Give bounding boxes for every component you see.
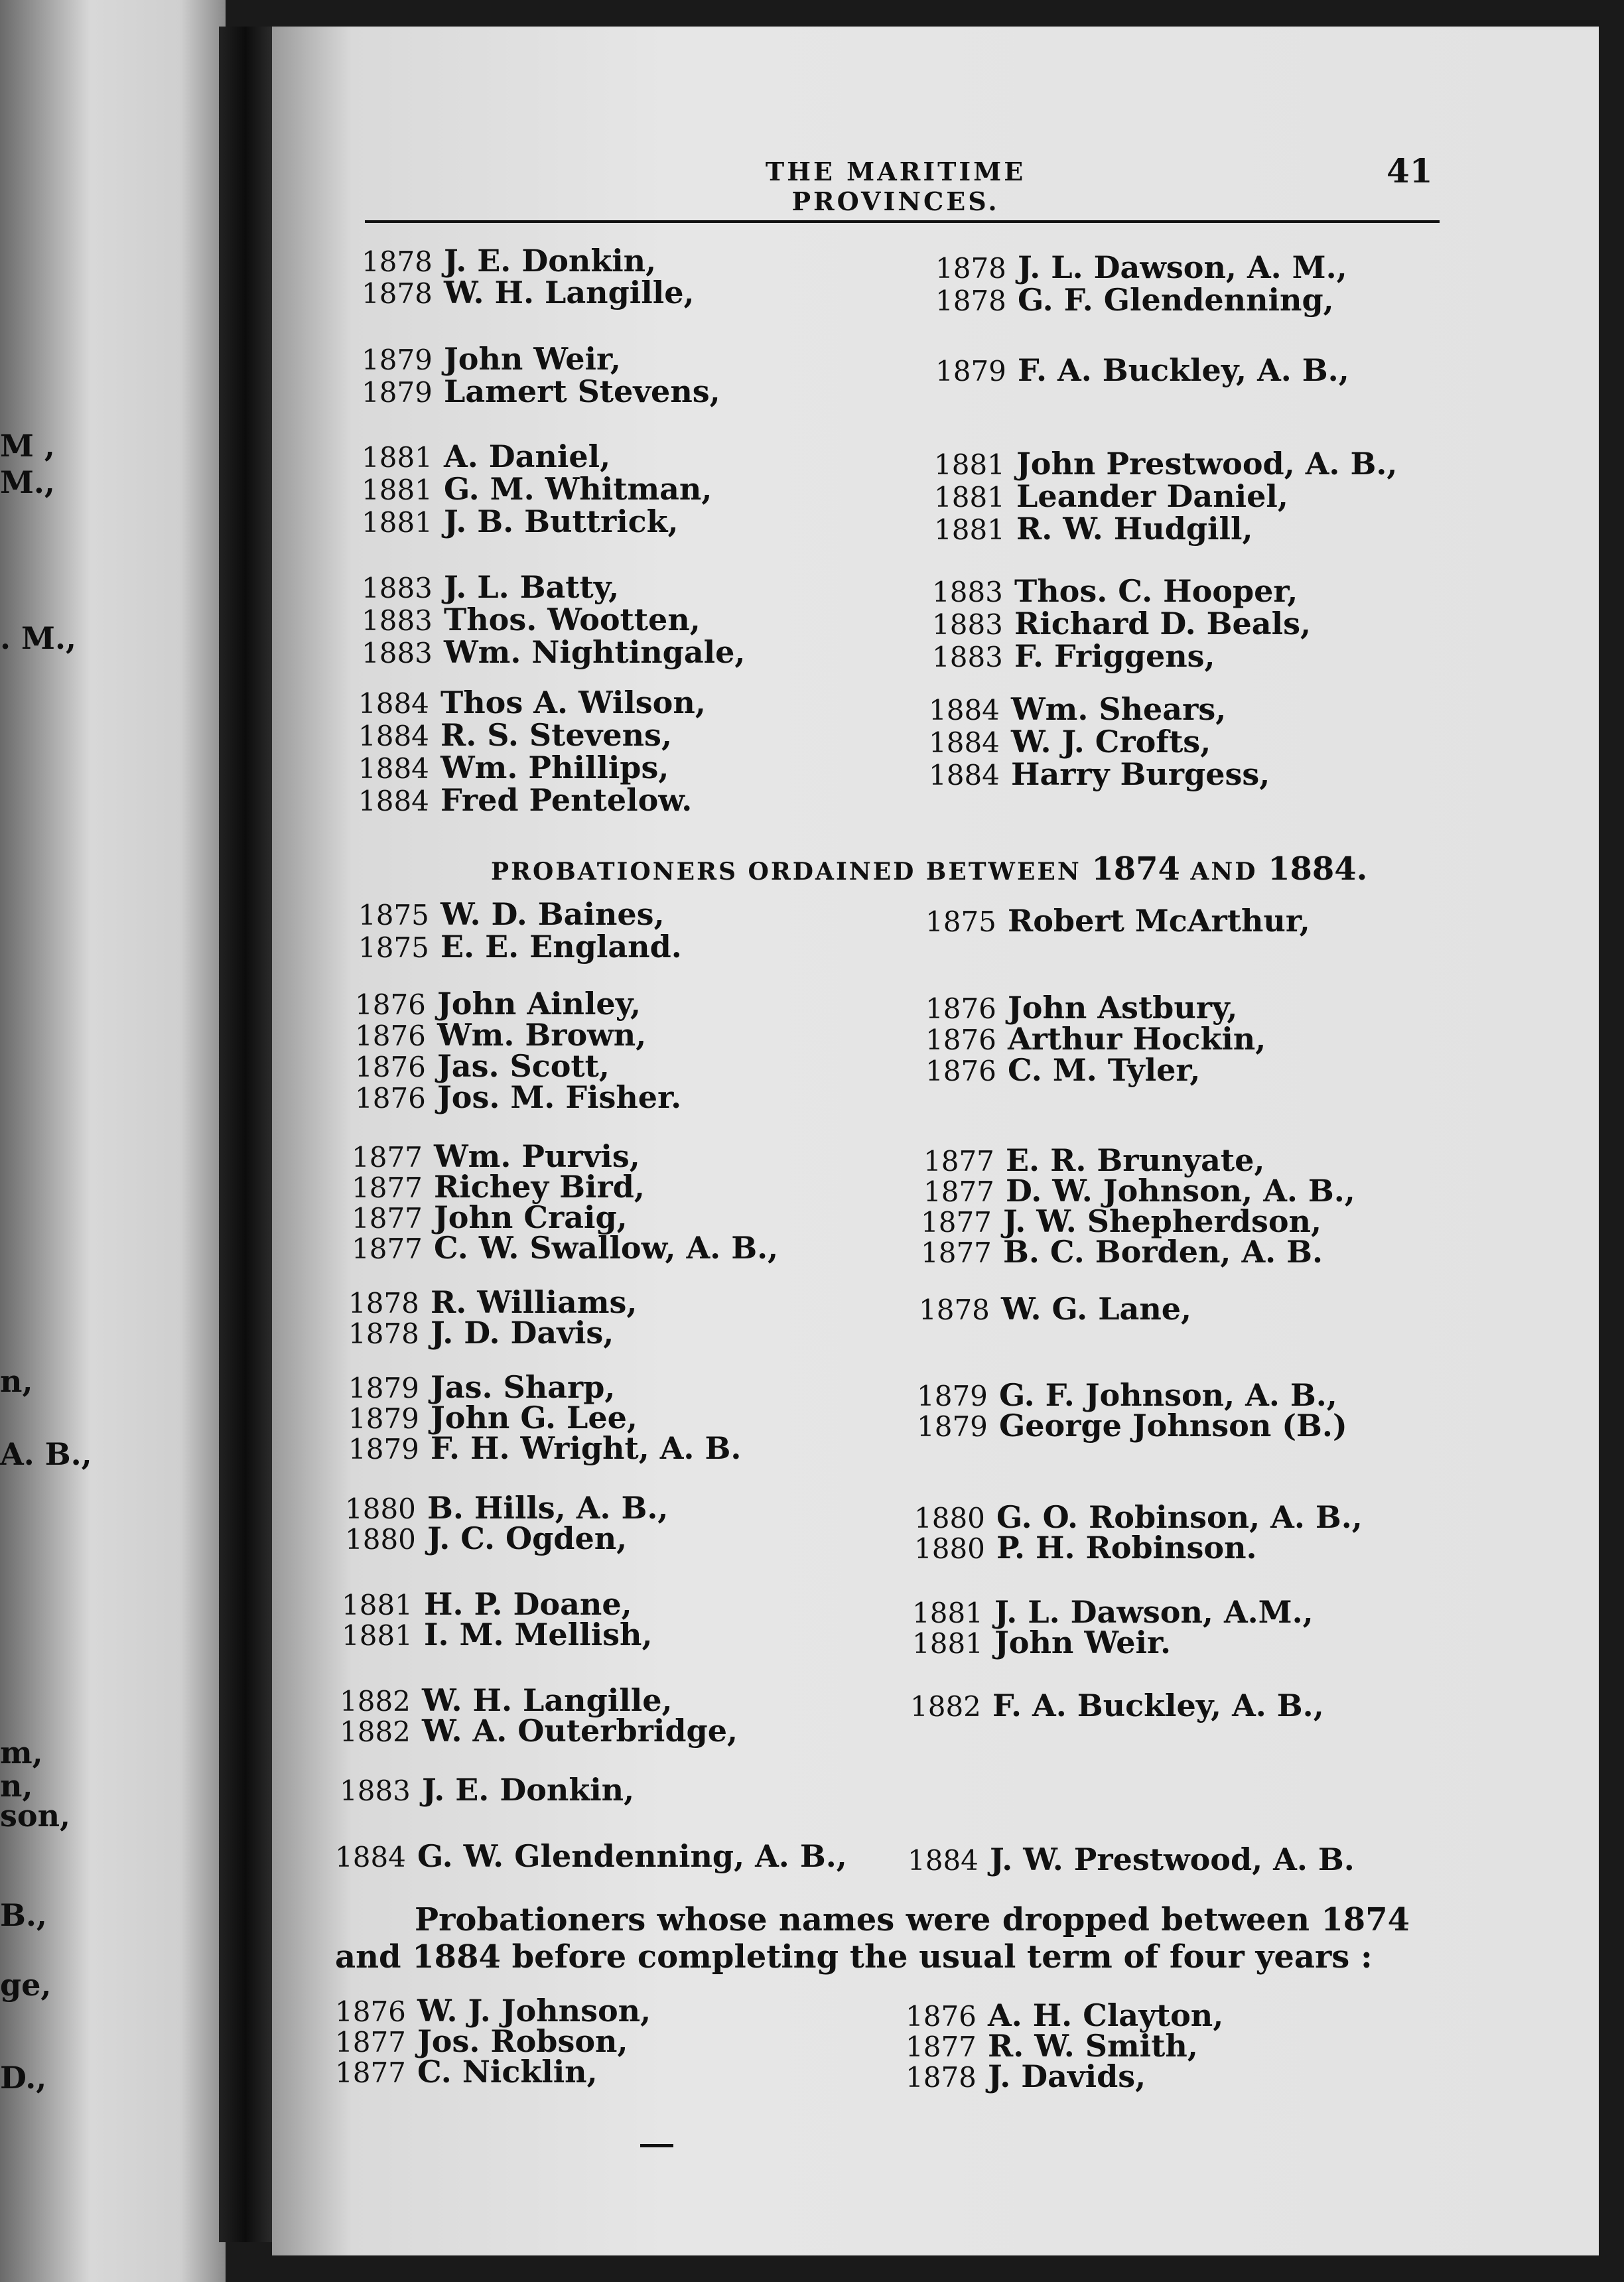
entry-year: 1884 [908,1844,979,1877]
entry-year: 1877 [923,1175,994,1208]
entry-name: G. W. Glendenning, A. B., [417,1838,847,1874]
list-entry [348,1369,616,1405]
entry-name: J. L. Dawson, A. M., [1018,249,1347,285]
entry-name: A. H. Clayton, [988,1997,1224,2033]
entry-name: Fred Pentelow. [440,782,693,818]
list-entry [362,634,746,670]
list-entry [923,1142,1265,1178]
entry-name: J. W. Prestwood, A. B. [990,1842,1355,1877]
entry-year: 1880 [914,1502,985,1534]
entry-name: H. P. Doane, [424,1586,632,1622]
entry-name: George Johnson (B.) [999,1408,1347,1443]
list-entry [340,1772,635,1808]
list-entry [906,1997,1224,2033]
entry-name: Wm. Shears, [1011,691,1227,727]
entry-year: 1877 [921,1237,992,1269]
entry-year: 1875 [358,931,429,964]
entry-name: John Weir. [994,1625,1172,1660]
entry-year: 1880 [345,1523,416,1556]
entry-year: 1879 [935,355,1006,387]
list-entry [362,277,694,308]
entry-year: 1877 [352,1233,423,1265]
entry-year: 1876 [925,992,996,1025]
entry-year: 1879 [362,376,433,409]
entry-year: 1883 [362,572,433,604]
entry-name: Jas. Scott, [437,1048,610,1084]
entry-name: Richard D. Beals, [1014,606,1311,641]
list-entry [352,1230,779,1266]
list-entry [362,602,701,638]
facing-page-fragment: m, [0,1735,43,1771]
entry-name: Richey Bird, [434,1169,645,1205]
list-entry [355,1048,610,1084]
list-entry [348,1400,638,1436]
entry-name: B. Hills, A. B., [427,1490,669,1526]
list-entry [919,1291,1192,1327]
facing-page-fragment: n, [0,1768,33,1804]
entry-year: 1877 [923,1145,994,1177]
entry-name: G. F. Johnson, A. B., [999,1377,1337,1413]
list-entry [362,438,611,474]
list-entry [925,990,1238,1026]
facing-page-fragment: A. B., [0,1436,92,1472]
entry-year: 1884 [929,694,1000,726]
entry-name: G. F. Glendenning, [1018,282,1334,318]
header-rule [365,220,1440,223]
entry-name: W. A. Outerbridge, [422,1713,738,1749]
list-entry [362,569,620,605]
entry-name: John Ainley, [437,986,642,1022]
list-entry [932,608,1311,639]
list-entry [929,756,1270,792]
entry-year: 1883 [362,637,433,669]
list-entry [362,243,657,279]
list-entry [914,1530,1257,1566]
entry-name: Harry Burgess, [1011,756,1270,792]
entry-year: 1875 [925,906,996,938]
list-entry [912,1627,1171,1658]
entry-name: C. M. Tyler, [1008,1052,1201,1088]
entry-name: Robert McArthur, [1008,903,1310,939]
entry-name: G. M. Whitman, [444,471,712,507]
entry-name: John Prestwood, A. B., [1016,446,1398,482]
list-entry [932,573,1298,609]
facing-page [0,0,226,2282]
section-heading [491,850,1368,888]
entry-name: W. H. Langille, [422,1682,673,1718]
entry-name: John Weir, [444,341,621,377]
entry-year: 1881 [362,441,433,474]
entry-name: J. Davids, [988,2058,1146,2094]
list-entry [906,2058,1146,2094]
list-entry [925,1021,1266,1057]
entry-year: 1876 [906,2000,977,2033]
list-entry [934,511,1253,547]
entry-name: Leander Daniel, [1016,478,1288,514]
facing-page-fragment: son, [0,1798,71,1834]
entry-year: 1883 [340,1775,411,1807]
list-entry [925,903,1310,939]
entry-name: A. Daniel, [444,438,611,474]
list-entry [935,249,1347,285]
entry-year: 1876 [335,1995,406,2028]
entry-year: 1881 [912,1627,983,1660]
list-entry [342,1619,652,1650]
entry-year: 1879 [917,1380,988,1412]
entry-year: 1878 [919,1294,990,1326]
list-entry [340,1713,738,1749]
list-entry [929,691,1227,727]
entry-name: John Craig, [434,1199,628,1235]
entry-name: Arthur Hockin, [1008,1021,1266,1057]
entry-year: 1879 [348,1433,419,1465]
list-entry [352,1169,645,1205]
entry-name: J. W. Shepherdson, [1003,1203,1321,1239]
entry-name: J. C. Ogden, [427,1520,628,1556]
entry-name: C. W. Swallow, A. B., [434,1230,779,1266]
entry-year: 1879 [348,1402,419,1435]
entry-name: F. Friggens, [1014,638,1215,674]
list-entry [906,2028,1198,2064]
entry-name: J. L. Dawson, A.M., [994,1594,1314,1630]
list-entry [358,752,669,783]
entry-year: 1877 [352,1172,423,1204]
entry-name: Wm. Phillips, [440,750,669,785]
entry-name: J. D. Davis, [431,1315,614,1351]
entry-year: 1876 [355,1020,426,1052]
entry-year: 1875 [358,899,429,931]
entry-name: J. E. Donkin, [422,1772,635,1808]
list-entry [932,638,1215,674]
entry-name: R. W. Hudgill, [1016,511,1253,547]
entry-name: Thos A. Wilson, [440,685,706,720]
list-entry [912,1594,1314,1630]
entry-name: W. D. Baines, [440,896,665,932]
list-entry [345,1520,628,1556]
entry-year: 1876 [355,1051,426,1083]
list-entry [335,2023,628,2059]
list-entry [345,1490,669,1526]
list-entry [362,341,621,377]
entry-year: 1878 [362,245,433,278]
entry-year: 1884 [358,752,429,785]
entry-name: J. E. Donkin, [444,243,657,279]
entry-year: 1880 [345,1493,416,1525]
facing-page-fragment: D., [0,2060,47,2096]
entry-year: 1881 [934,513,1005,546]
entry-name: J. B. Buttrick, [444,503,679,539]
entry-year: 1881 [362,474,433,506]
list-entry [340,1682,673,1718]
entry-name: Wm. Nightingale, [444,634,746,670]
entry-year: 1876 [355,988,426,1021]
entry-name: Wm. Brown, [437,1017,647,1053]
entry-name: W. H. Langille, [444,275,695,310]
page-number: 41 [1387,151,1433,190]
list-entry [935,352,1349,388]
list-entry [355,1017,647,1053]
entry-year: 1883 [932,608,1003,641]
list-entry [908,1844,1355,1875]
heading-text: PROBATIONERS ORDAINED BETWEEN [491,858,1081,886]
facing-page-fragment: M , [0,428,55,464]
entry-year: 1879 [917,1410,988,1443]
entry-year: 1876 [355,1082,426,1114]
entry-year: 1878 [362,277,433,310]
heading-and: AND [1190,858,1258,886]
list-entry [921,1203,1321,1239]
list-entry [923,1173,1355,1209]
entry-name: F. H. Wright, A. B. [431,1430,742,1466]
entry-name: R. W. Smith, [988,2028,1198,2064]
entry-year: 1881 [362,506,433,539]
entry-year: 1877 [335,2056,406,2089]
list-entry [352,1138,640,1174]
list-entry [934,446,1398,482]
entry-name: John G. Lee, [431,1400,638,1436]
entry-year: 1881 [934,481,1005,513]
list-entry [921,1234,1323,1270]
entry-year: 1881 [342,1589,413,1621]
entry-year: 1881 [912,1597,983,1629]
facing-page-fragment: ge, [0,1967,52,2003]
list-entry [355,1079,682,1115]
heading-year-start: 1874 [1091,850,1180,888]
entry-name: D. W. Johnson, A. B., [1006,1173,1355,1209]
entry-name: P. H. Robinson. [996,1530,1257,1566]
entry-name: E. E. England. [440,929,682,965]
entry-name: Lamert Stevens, [444,373,720,409]
list-entry [910,1690,1324,1721]
entry-year: 1884 [358,720,429,752]
entry-name: J. L. Batty, [444,569,620,605]
list-entry [342,1586,632,1622]
list-entry [917,1377,1337,1413]
list-entry [362,373,720,409]
entry-year: 1878 [935,252,1006,285]
list-entry [929,724,1211,760]
list-entry [348,1430,742,1466]
entry-year: 1884 [358,687,429,720]
entry-year: 1883 [362,604,433,637]
list-entry [935,282,1334,318]
footer-dash [640,2144,673,2147]
list-entry [348,1284,638,1320]
facing-page-fragment: M., [0,464,55,500]
list-entry [362,471,712,507]
entry-year: 1876 [925,1024,996,1056]
list-entry [917,1410,1347,1441]
entry-name: John Astbury, [1008,990,1238,1026]
entry-name: C. Nicklin, [417,2054,598,2090]
entry-name: W. J. Crofts, [1011,724,1211,760]
entry-year: 1882 [910,1690,981,1723]
entry-name: F. A. Buckley, A. B., [992,1688,1324,1723]
entry-year: 1877 [352,1202,423,1235]
entry-name: F. A. Buckley, A. B., [1018,352,1349,388]
list-entry [335,2054,598,2090]
entry-year: 1878 [935,285,1006,317]
entry-year: 1884 [929,759,1000,791]
list-entry [358,896,665,932]
entry-year: 1879 [362,344,433,376]
entry-year: 1880 [914,1532,985,1565]
entry-name: W. G. Lane, [1001,1291,1192,1327]
entry-year: 1882 [340,1685,411,1717]
dropped-paragraph: Probationers whose names were dropped between 1874 and 1884 before completing the usual term of four years : [335,1901,1410,1976]
entry-name: Jos. M. Fisher. [437,1079,682,1115]
list-entry [335,1993,651,2029]
entry-name: E. R. Brunyate, [1006,1142,1265,1178]
entry-year: 1877 [335,2026,406,2058]
entry-year: 1881 [342,1619,413,1652]
entry-year: 1881 [934,448,1005,481]
list-entry [348,1315,614,1351]
entry-name: R. S. Stevens, [440,717,672,753]
list-entry [914,1499,1363,1535]
list-entry [362,503,679,539]
list-entry [358,782,693,818]
entry-year: 1878 [348,1317,419,1350]
entry-name: Jos. Robson, [417,2023,628,2059]
list-entry [355,986,642,1022]
entry-name: I. M. Mellish, [424,1617,653,1652]
entry-name: R. Williams, [431,1284,638,1320]
entry-year: 1878 [348,1287,419,1319]
entry-name: G. O. Robinson, A. B., [996,1499,1363,1535]
list-entry [358,929,682,965]
entry-name: B. C. Borden, A. B. [1003,1234,1323,1270]
entry-year: 1876 [925,1055,996,1087]
entry-name: Jas. Sharp, [431,1369,616,1405]
entry-year: 1879 [348,1372,419,1404]
facing-page-fragment: B., [0,1897,47,1933]
entry-year: 1884 [335,1841,406,1873]
entry-year: 1877 [906,2031,977,2063]
entry-year: 1883 [932,576,1003,608]
entry-year: 1877 [921,1206,992,1239]
entry-year: 1878 [906,2061,977,2094]
entry-year: 1884 [358,785,429,817]
list-entry [925,1052,1201,1088]
entry-name: Thos. C. Hooper, [1014,573,1298,609]
list-entry [358,717,672,753]
facing-page-fragment: n, [0,1363,33,1399]
entry-name: Wm. Purvis, [434,1138,640,1174]
list-entry [358,687,706,718]
list-entry [934,478,1288,514]
facing-page-fragment: . M., [0,620,76,656]
entry-year: 1884 [929,726,1000,759]
entry-name: W. J. Johnson, [417,1993,651,2029]
entry-year: 1882 [340,1715,411,1748]
heading-year-end: 1884. [1268,850,1368,888]
list-entry [335,1838,847,1874]
entry-year: 1883 [932,641,1003,673]
list-entry [352,1199,628,1235]
running-head: THE MARITIME PROVINCES. [765,157,1026,216]
entry-name: Thos. Wootten, [444,602,701,638]
entry-year: 1877 [352,1141,423,1174]
